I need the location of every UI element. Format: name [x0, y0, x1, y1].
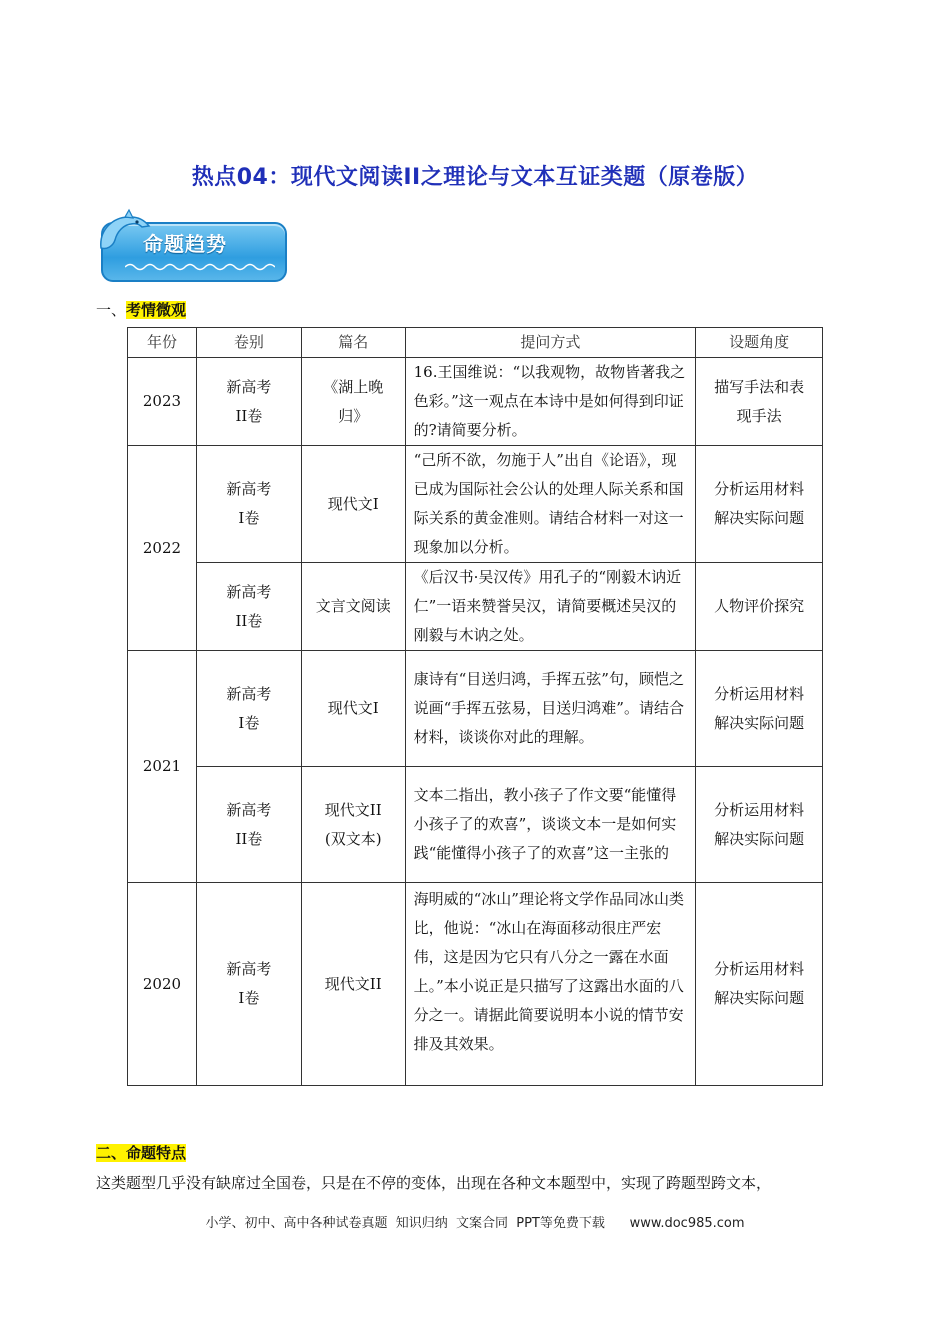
- cell-question: 康诗有“目送归鸿，手挥五弦”句，顾恺之说画“手挥五弦易，目送归鸿难”。请结合材料，谈谈你对此的理解。: [405, 651, 696, 767]
- cell-angle: 分析运用材料 解决实际问题: [696, 767, 823, 883]
- footer-text: 小学、初中、高中各种试卷真题 知识归纳 文案合同 PPT等免费下载 www.doc985.com: [205, 1216, 745, 1231]
- wave-icon: [125, 262, 275, 272]
- header-paper: 卷别: [196, 328, 301, 358]
- cell-title: 现代文II (双文本): [301, 767, 405, 883]
- table-row: [128, 651, 823, 767]
- cell-angle: 分析运用材料 解决实际问题: [696, 651, 823, 767]
- cell-year: 2023: [128, 358, 197, 446]
- cell-angle: 分析运用材料 解决实际问题: [696, 446, 823, 563]
- header-angle: 设题角度: [696, 328, 823, 358]
- cell-title: 《湖上晚 归》: [301, 358, 405, 446]
- cell-question: 海明威的“冰山”理论将文学作品同冰山类比，他说：“冰山在海面移动很庄严宏伟，这是因为它只有八分之一露在水面上。”本小说正是只描写了这露出水面的八分之一。请据此简要说明本小说的情节安排及其效果。: [405, 883, 696, 1086]
- cell-title: 现代文I: [301, 446, 405, 563]
- cell-angle: 描写手法和表 现手法: [696, 358, 823, 446]
- page-title: 热点04：现代文阅读II之理论与文本互证类题（原卷版）: [191, 165, 759, 190]
- table-row: [128, 883, 823, 1086]
- cell-question: 《后汉书·吴汉传》用孔子的“刚毅木讷近仁”一语来赞誉吴汉，请简要概述吴汉的刚毅与木讷之处。: [405, 563, 696, 651]
- cell-paper: 新高考 II卷: [196, 358, 301, 446]
- cell-year: 2021: [128, 651, 197, 883]
- cell-paper: 新高考 I卷: [196, 651, 301, 767]
- cell-angle: 分析运用材料 解决实际问题: [696, 883, 823, 1086]
- body-paragraph: 这类题型几乎没有缺席过全国卷，只是在不停的变体，出现在各种文本题型中，实现了跨题型跨文本，: [96, 1174, 772, 1192]
- cell-angle: 人物评价探究: [696, 563, 823, 651]
- cell-year: 2022: [128, 446, 197, 651]
- section-badge: [95, 208, 287, 286]
- cell-year: 2020: [128, 883, 197, 1086]
- header-year: 年份: [128, 328, 197, 358]
- table-row: [128, 358, 823, 446]
- cell-question: 16.王国维说：“以我观物，故物皆著我之色彩。”这一观点在本诗中是如何得到印证的?请简要分析。: [405, 358, 696, 446]
- cell-question: 文本二指出，教小孩子了作文要“能懂得小孩子了的欢喜”，谈谈文本一是如何实践“能懂得小孩子了的欢喜”这一主张的: [405, 767, 696, 883]
- table-row: [128, 446, 823, 563]
- cell-title: 文言文阅读: [301, 563, 405, 651]
- section1-prefix: 一、: [96, 301, 127, 319]
- header-title: 篇名: [301, 328, 405, 358]
- cell-question: “己所不欲，勿施于人”出自《论语》，现已成为国际社会公认的处理人际关系和国际关系的黄金准则。请结合材料一对这一现象加以分析。: [405, 446, 696, 563]
- cell-paper: 新高考 II卷: [196, 767, 301, 883]
- section2-title: 二、命题特点: [96, 1144, 187, 1162]
- exam-table: [127, 327, 823, 1086]
- badge-label: 命题趋势: [143, 232, 227, 256]
- cell-title: 现代文II: [301, 883, 405, 1086]
- section1-title: 考情微观: [126, 301, 187, 319]
- table-row: [128, 767, 823, 883]
- section1-heading: [96, 299, 186, 320]
- header-question: 提问方式: [405, 328, 696, 358]
- cell-title: 现代文I: [301, 651, 405, 767]
- table-header-row: [128, 328, 823, 358]
- cell-paper: 新高考 I卷: [196, 446, 301, 563]
- cell-paper: 新高考 I卷: [196, 883, 301, 1086]
- section2-heading: [96, 1142, 186, 1163]
- cell-paper: 新高考 II卷: [196, 563, 301, 651]
- table-row: [128, 563, 823, 651]
